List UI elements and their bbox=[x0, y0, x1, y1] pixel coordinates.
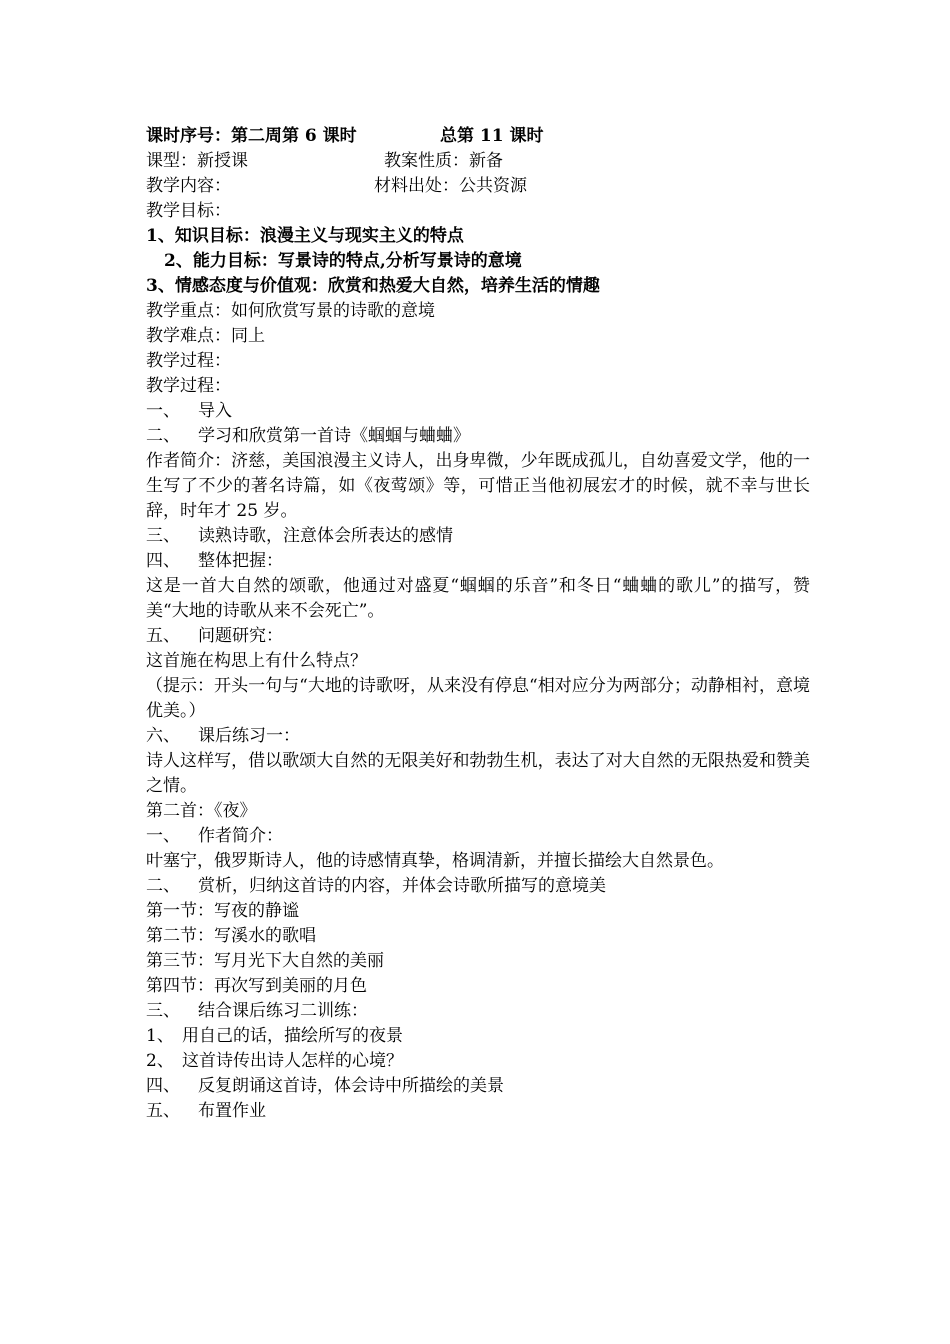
poem2-stanza-1: 第一节：写夜的静谧 bbox=[146, 901, 299, 921]
poem1-question: 这首施在构思上有什么特点？ bbox=[146, 651, 367, 671]
poem2-question-2 bbox=[146, 1049, 816, 1074]
section-poem1-study bbox=[146, 424, 816, 449]
section-number: 二、 bbox=[146, 876, 180, 896]
goal-ability: 2、能力目标：写景诗的特点,分析写景诗的意境 bbox=[164, 251, 522, 271]
plan-nature: 教案性质：新备 bbox=[384, 151, 503, 171]
section-number: 五、 bbox=[146, 626, 180, 646]
content-row bbox=[146, 174, 816, 199]
section-text: 结合课后练习二训练： bbox=[198, 1001, 368, 1021]
poem2-title: 第二首：《夜》 bbox=[146, 801, 257, 821]
section-text: 赏析，归纳这首诗的内容，并体会诗歌所描写的意境美 bbox=[198, 876, 606, 896]
question-number: 1、 bbox=[146, 1026, 174, 1046]
poem2-stanza-4: 第四节：再次写到美丽的月色 bbox=[146, 976, 367, 996]
section-number: 一、 bbox=[146, 401, 180, 421]
question-text: 用自己的话，描绘所写的夜景 bbox=[182, 1026, 403, 1046]
section-intro bbox=[146, 399, 816, 424]
poem2-section-exercise bbox=[146, 999, 816, 1024]
teaching-difficulty: 教学难点：同上 bbox=[146, 326, 265, 346]
section-text: 课后练习一： bbox=[198, 726, 300, 746]
poem2-stanza-2: 第二节：写溪水的歌唱 bbox=[146, 926, 316, 946]
poem2-author-intro: 叶塞宁，俄罗斯诗人，他的诗感情真挚，格调清新，并擅长描绘大自然景色。 bbox=[146, 851, 724, 871]
poem2-section-homework bbox=[146, 1099, 816, 1124]
section-overall bbox=[146, 549, 816, 574]
poem1-hint: （提示：开头一句与“大地的诗歌呀，从来没有停息“相对应分为两部分；动静相衬，意境优美。） bbox=[146, 676, 810, 721]
section-number: 四、 bbox=[146, 1076, 180, 1096]
poem2-section-appreciate bbox=[146, 874, 816, 899]
teaching-content: 教学内容： bbox=[146, 176, 231, 196]
section-number: 六、 bbox=[146, 726, 180, 746]
lesson-type-row bbox=[146, 149, 816, 174]
section-number: 二、 bbox=[146, 426, 180, 446]
section-number: 一、 bbox=[146, 826, 180, 846]
section-text: 读熟诗歌，注意体会所表达的感情 bbox=[198, 526, 453, 546]
section-question bbox=[146, 624, 816, 649]
section-number: 三、 bbox=[146, 526, 180, 546]
section-text: 整体把握： bbox=[198, 551, 283, 571]
section-number: 五、 bbox=[146, 1101, 180, 1121]
section-text: 布置作业 bbox=[198, 1101, 266, 1121]
question-number: 2、 bbox=[146, 1051, 174, 1071]
section-number: 三、 bbox=[146, 1001, 180, 1021]
goal-emotion: 3、情感态度与价值观：欣赏和热爱大自然，培养生活的情趣 bbox=[146, 276, 600, 296]
poem2-question-1 bbox=[146, 1024, 816, 1049]
poem2-section-recite bbox=[146, 1074, 816, 1099]
question-text: 这首诗传出诗人怎样的心境？ bbox=[182, 1051, 403, 1071]
document-body bbox=[146, 124, 816, 1124]
section-number: 四、 bbox=[146, 551, 180, 571]
material-source: 材料出处：公共资源 bbox=[374, 176, 527, 196]
teaching-key: 教学重点：如何欣赏写景的诗歌的意境 bbox=[146, 301, 435, 321]
teaching-process: 教学过程： bbox=[146, 351, 231, 371]
section-exercise bbox=[146, 724, 816, 749]
goals-title: 教学目标： bbox=[146, 201, 231, 221]
section-read-poem bbox=[146, 524, 816, 549]
section-text: 导入 bbox=[198, 401, 232, 421]
poem1-overall-text: 这是一首大自然的颂歌，他通过对盛夏“蝈蝈的乐音”和冬日“蛐蛐的歌儿”的描写，赞美“大地的诗歌从来不会死亡”。 bbox=[146, 576, 810, 621]
poem2-section-author bbox=[146, 824, 816, 849]
section-text: 反复朗诵这首诗，体会诗中所描绘的美景 bbox=[198, 1076, 504, 1096]
total-lessons: 总第 11 课时 bbox=[440, 126, 544, 146]
section-text: 作者简介： bbox=[198, 826, 283, 846]
poem1-exercise-text: 诗人这样写，借以歌颂大自然的无限美好和勃勃生机，表达了对大自然的无限热爱和赞美之情。 bbox=[146, 751, 810, 796]
lesson-number: 课时序号：第二周第 6 课时 bbox=[146, 126, 357, 146]
lesson-type: 课型：新授课 bbox=[146, 151, 248, 171]
section-text: 学习和欣赏第一首诗《蝈蝈与蛐蛐》 bbox=[198, 426, 470, 446]
section-text: 问题研究： bbox=[198, 626, 283, 646]
poem2-stanza-3: 第三节：写月光下大自然的美丽 bbox=[146, 951, 384, 971]
lesson-number-row bbox=[146, 124, 816, 149]
goal-knowledge: 1、知识目标：浪漫主义与现实主义的特点 bbox=[146, 226, 464, 246]
poem1-author-intro: 作者简介：济慈，美国浪漫主义诗人，出身卑微，少年既成孤儿，自幼喜爱文学，他的一生写了不少的著名诗篇，如《夜莺颂》等，可惜正当他初展宏才的时候，就不幸与世长辞，时年才 25 岁。 bbox=[146, 451, 810, 521]
teaching-process-repeat: 教学过程： bbox=[146, 376, 231, 396]
